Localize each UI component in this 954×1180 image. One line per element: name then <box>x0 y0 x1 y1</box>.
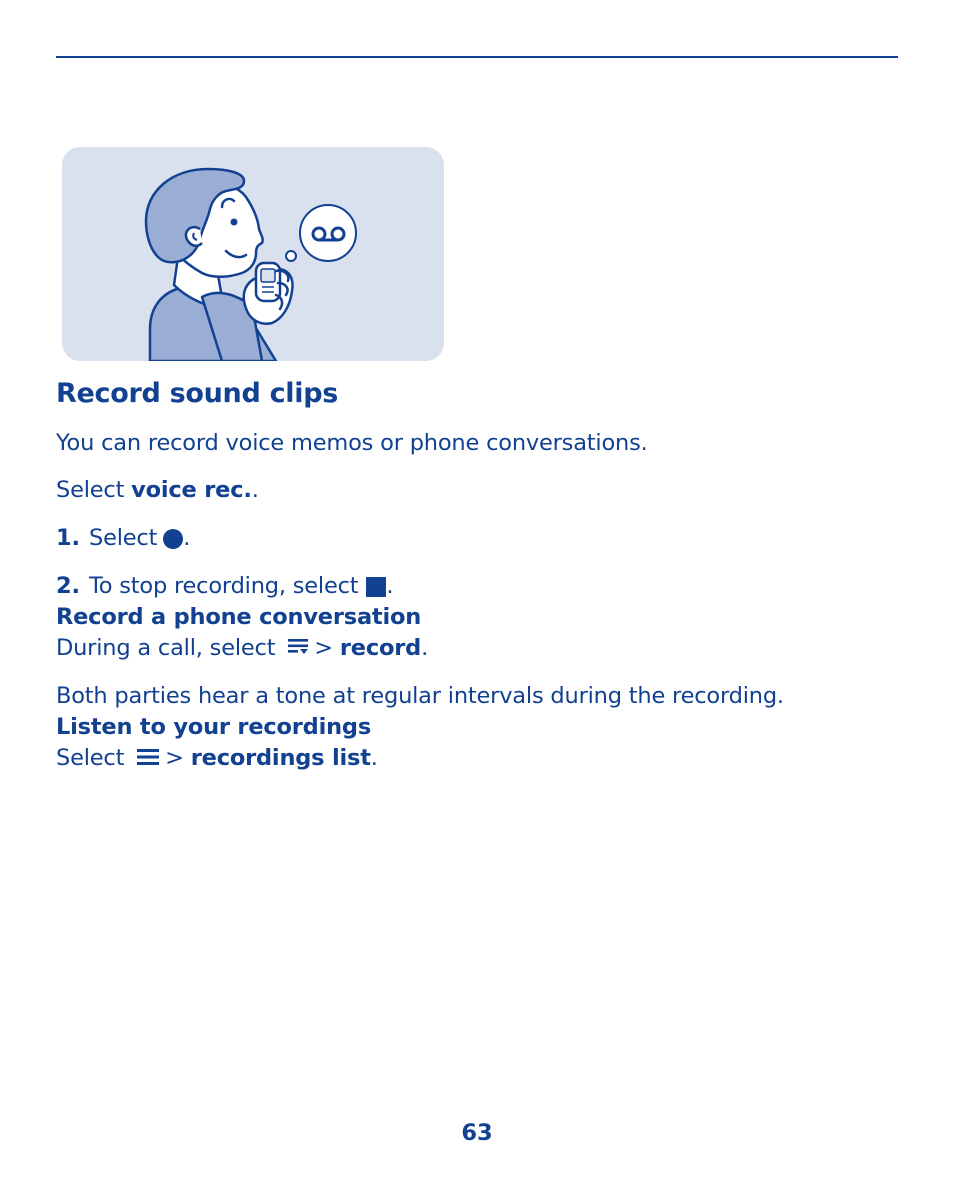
listen-option: recordings list <box>190 745 371 771</box>
phone-conversation-heading: Record a phone conversation <box>56 604 422 630</box>
listen-prefix: Select <box>56 745 132 771</box>
step-suffix: . <box>386 573 394 599</box>
content <box>56 372 916 775</box>
page-number: 63 <box>461 1120 493 1146</box>
step-1 <box>56 523 916 554</box>
phone-conversation-separator: > <box>314 635 333 661</box>
step-text: Select <box>89 525 158 551</box>
section-title: Record sound clips <box>56 378 339 409</box>
select-app-instruction <box>56 475 916 506</box>
step-number: 1. <box>56 525 80 551</box>
phone-conversation-suffix: . <box>421 635 429 661</box>
options-menu-icon <box>288 634 308 665</box>
step-text: To stop recording, select <box>89 573 359 599</box>
phone-conversation-option: record <box>339 635 422 661</box>
listen-instruction <box>56 743 916 775</box>
select-app-name: voice rec. <box>131 477 252 503</box>
listen-suffix: . <box>370 745 378 771</box>
listen-heading: Listen to your recordings <box>56 714 372 740</box>
select-app-suffix: . <box>251 477 259 503</box>
recording-tone-note: Both parties hear a tone at regular intervals during the recording. <box>56 683 784 709</box>
intro-text: You can record voice memos or phone conversations. <box>56 430 648 456</box>
phone-conversation-prefix: During a call, select <box>56 635 283 661</box>
top-rule <box>56 56 898 58</box>
menu-icon <box>137 744 159 775</box>
select-app-prefix: Select <box>56 477 132 503</box>
stop-square-icon <box>366 577 386 597</box>
phone-conversation-instruction <box>56 633 916 665</box>
step-number: 2. <box>56 573 80 599</box>
step-2 <box>56 571 916 602</box>
step-suffix: . <box>183 525 191 551</box>
listen-separator: > <box>165 745 184 771</box>
voice-recorder-illustration <box>62 147 444 361</box>
record-dot-icon <box>163 529 183 549</box>
